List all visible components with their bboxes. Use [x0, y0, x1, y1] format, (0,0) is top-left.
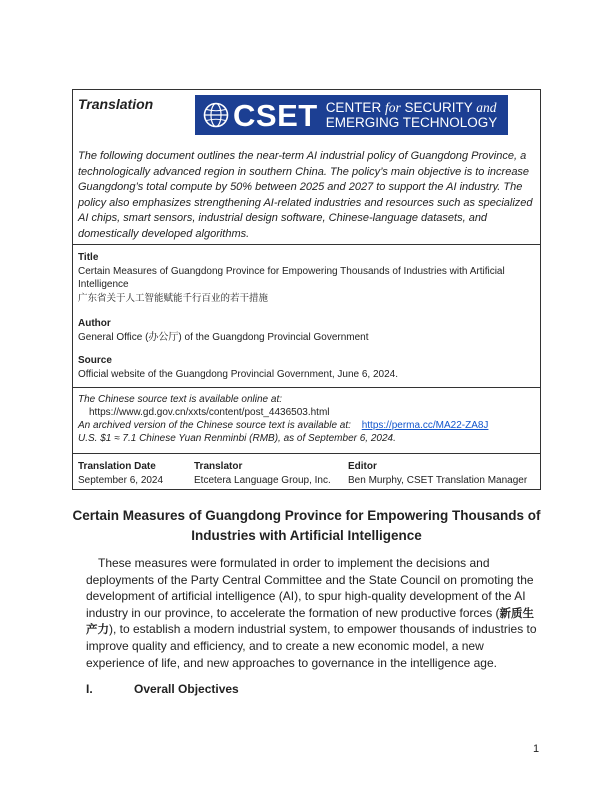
editor-value: Ben Murphy, CSET Translation Manager [348, 475, 528, 486]
author-label: Author [78, 318, 111, 329]
document-title: Certain Measures of Guangdong Province for Empowering Thousands of Industries with Artificial Intelligence [72, 508, 541, 543]
title-value: Certain Measures of Guangdong Province for Empowering Thousands of Industries with Artificial Intelligence [78, 266, 505, 290]
source-label: Source [78, 355, 112, 366]
source-url: https://www.gd.gov.cn/xxts/content/post_4436503.html [89, 407, 330, 418]
title-chinese: 广东省关于人工智能赋能千行百业的若干措施 [78, 293, 269, 304]
archive-link[interactable]: https://perma.cc/MA22-ZA8J [361, 420, 489, 431]
page-number: 1 [533, 743, 540, 755]
intro-paragraph: These measures were formulated in order to implement the decisions and deployments of the Party Central Committee and the State Council on promoting the development of artificial intelligence (AI), to spur high-quality development of the AI industry in our province, to accelerate the formation of new productive forces (新质生产力), to establish a modern industrial system, to empower thousands of industries to improve quality and efficiency, and to create a new economic model, a new experience of life, and new approaches to governance in the intelligence age. [86, 556, 537, 670]
translation-date-value: September 6, 2024 [78, 475, 164, 486]
editor-label: Editor [348, 461, 377, 472]
translator-label: Translator [194, 461, 243, 472]
globe-icon [203, 102, 229, 128]
info-box [72, 89, 541, 490]
logo-acronym: CSET [233, 97, 318, 133]
source-online-note: The Chinese source text is available online at: [78, 394, 283, 405]
translator-value: Etcetera Language Group, Inc. [194, 475, 331, 486]
source-value: Official website of the Guangdong Provincial Government, June 6, 2024. [78, 369, 399, 380]
source-field [78, 355, 534, 381]
translator-column [194, 461, 331, 487]
exchange-rate-note: U.S. $1 ≈ 7.1 Chinese Yuan Renminbi (RMB), as of September 6, 2024. [78, 433, 396, 444]
title-label: Title [78, 252, 99, 263]
translation-date-column [78, 461, 163, 487]
author-value: General Office (办公厅) of the Guangdong Provincial Government [78, 332, 369, 343]
translation-date-label: Translation Date [78, 461, 156, 472]
cset-logo [195, 95, 508, 135]
source-info-section [73, 387, 540, 454]
chinese-term: 新质生产力 [86, 605, 535, 637]
translation-label: Translation [78, 96, 154, 112]
author-field [78, 318, 534, 344]
archive-note: An archived version of the Chinese source text is available at: https://perma.cc/MA22-ZA8J [78, 420, 489, 431]
credits-section [73, 453, 540, 491]
section-heading-number: I. [86, 682, 93, 696]
editor-column [348, 461, 527, 487]
logo-subtitle: CENTER for SECURITY and EMERGING TECHNOLOGY [325, 100, 498, 130]
details-section [73, 244, 540, 388]
title-field [78, 252, 534, 305]
header-section [73, 90, 540, 244]
section-heading-text: Overall Objectives [134, 682, 239, 696]
intro-text: The following document outlines the near-term AI industrial policy of Guangdong Province, a technologically advanced region in southern China. The policy’s main objective is to increase Guangdong’s total compute by 50% between 2025 and 2027 to support the AI industry. The policy also emphasizes strengthening AI-related industries and resources such as specialized AI chips, smart sensors, industrial design software, Chinese-language datasets, and domestically developed algorithms. [78, 150, 533, 240]
